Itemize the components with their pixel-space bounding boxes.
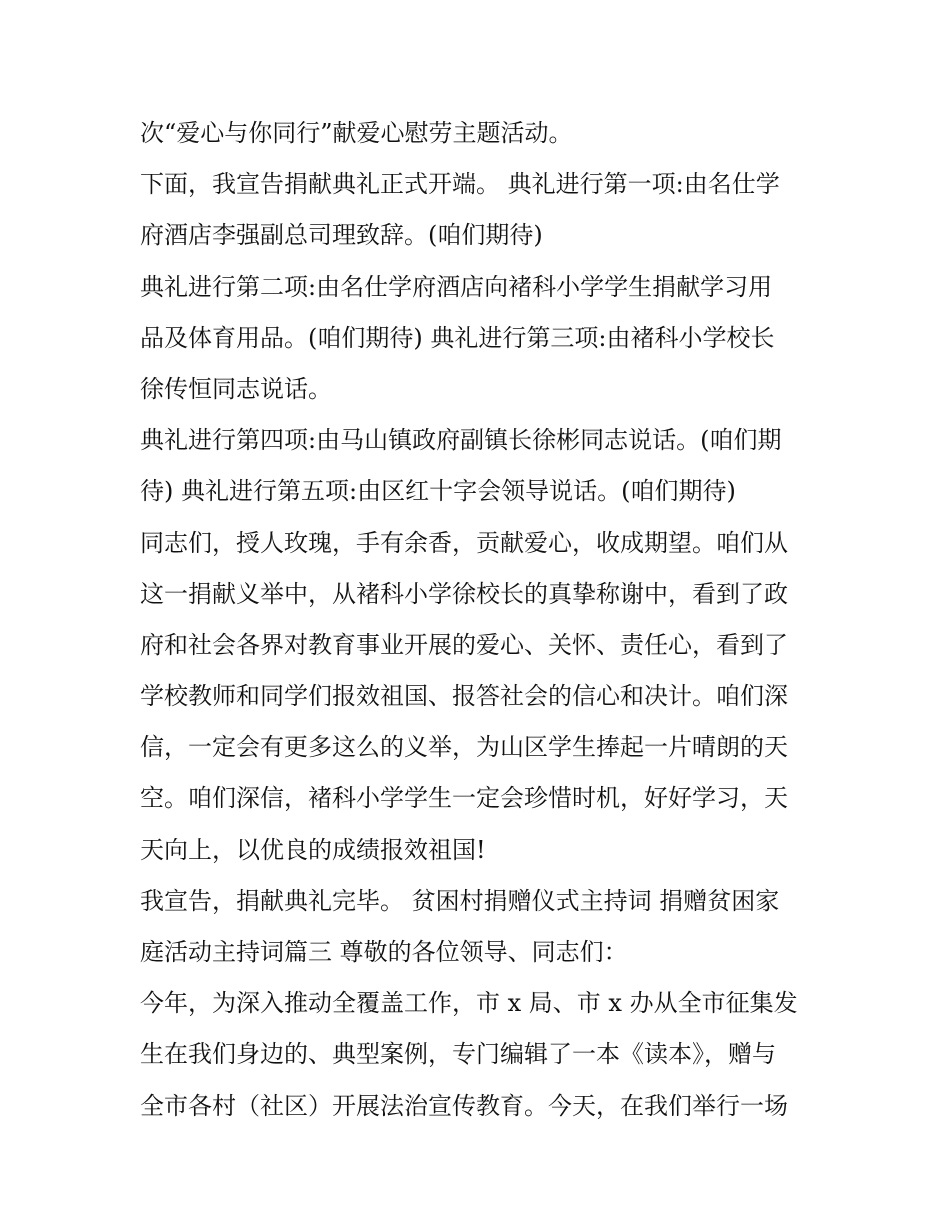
text-line: 府和社会各界对教育事业开展的爱心、关怀、责任心，看到了 <box>140 630 788 659</box>
text-line: 天向上，以优良的成绩报效祖国! <box>140 835 486 864</box>
text-line: 生在我们身边的、典型案例，专门编辑了一本《读本》，赠与 <box>140 1040 776 1069</box>
text-line: 典礼进行第四项:由马山镇政府副镇长徐彬同志说话。(咱们期 <box>140 426 782 455</box>
text-line: 我宣告，捐献典礼完毕。 贫困村捐赠仪式主持词 捐赠贫困家 <box>140 886 780 915</box>
text-line: 品及体育用品。(咱们期待) 典礼进行第三项:由褚科小学校长 <box>140 323 775 352</box>
text-line: 府酒店李强副总司理致辞。(咱们期待) <box>140 221 543 250</box>
document-body <box>140 108 830 1132</box>
text-line: 空。咱们深信，褚科小学学生一定会珍惜时机，好好学习，天 <box>140 784 788 813</box>
text-line: 这一捐献义举中，从褚科小学徐校长的真挚称谢中，看到了政 <box>140 579 788 608</box>
text-line: 徐传恒同志说话。 <box>140 374 332 403</box>
text-line: 学校教师和同学们报效祖国、报答社会的信心和决计。咱们深 <box>140 682 788 711</box>
text-line: 今年，为深入推动全覆盖工作，市 x 局、市 x 办从全市征集发 <box>140 989 798 1018</box>
text-line: 全市各村（社区）开展法治宣传教育。今天，在我们举行一场 <box>140 1091 788 1120</box>
text-line: 庭活动主持词篇三 尊敬的各位领导、同志们： <box>140 938 628 966</box>
text-line: 下面，我宣告捐献典礼正式开端。 典礼进行第一项:由名仕学 <box>140 170 780 199</box>
text-line: 典礼进行第二项:由名仕学府酒店向褚科小学学生捐献学习用 <box>140 272 773 301</box>
text-line: 待) 典礼进行第五项:由区红十字会领导说话。(咱们期待) <box>140 477 736 506</box>
text-line: 信，一定会有更多这么的义举，为山区学生捧起一片晴朗的天 <box>140 733 788 762</box>
text-line: 次“爱心与你同行”献爱心慰劳主题活动。 <box>140 119 573 147</box>
text-line: 同志们，授人玫瑰，手有余香，贡献爱心，收成期望。咱们从 <box>140 528 788 557</box>
